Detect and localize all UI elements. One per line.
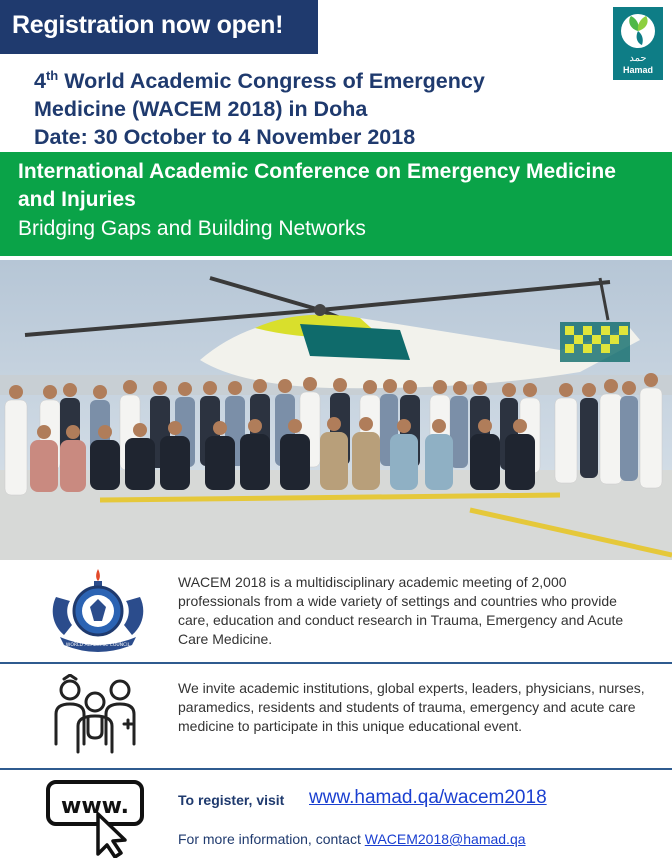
congress-line-2: Medicine (WACEM 2018) in Doha: [34, 97, 368, 122]
about-section: [0, 570, 672, 662]
contact-email-link[interactable]: WACEM2018@hamad.qa: [364, 831, 526, 847]
invite-section: [0, 664, 672, 768]
register-url-link[interactable]: www.hamad.qa/wacem2018: [309, 787, 547, 808]
congress-dates: Date: 30 October to 4 November 2018: [34, 125, 416, 150]
conference-tagline: Bridging Gaps and Building Networks: [18, 217, 366, 240]
group-photo: [0, 260, 672, 560]
register-label-a: To register: [178, 792, 249, 808]
congress-line-1-text: World Academic Congress of Emergency: [58, 69, 485, 94]
logo-arabic-text: حمد: [629, 53, 647, 64]
leaf-icon: [613, 7, 663, 53]
registration-banner: [0, 0, 318, 54]
hamad-logo: [613, 7, 663, 80]
svg-text:WORLD ACADEMIC COUNCIL: WORLD ACADEMIC COUNCIL: [65, 643, 131, 648]
congress-line-1: [34, 62, 594, 95]
congress-ordinal-suffix: th: [45, 68, 59, 83]
about-text: WACEM 2018 is a multidisciplinary academic meeting of 2,000 professionals from a wide variety of settings and countries who provide care, education and conduct research in Trauma, Emergency and Acute Care Medicine.: [178, 574, 624, 647]
www-icon-text: www.: [61, 794, 129, 819]
register-label-b: , visit: [248, 792, 285, 808]
contact-prefix: For more information, contact: [178, 831, 361, 847]
congress-title: [34, 62, 594, 151]
logo-english-text: Hamad: [622, 65, 653, 75]
section-divider: [0, 768, 672, 770]
www-click-icon: [46, 780, 146, 858]
conference-title: International Academic Conference on Emergency Medicine and Injuries: [18, 160, 616, 211]
invite-text: We invite academic institutions, global experts, leaders, physicians, nurses, paramedics, residents and students of trauma, emergency and acute care medicine to participate in this unique educational event.: [178, 680, 645, 734]
banner-text: Registration now open!: [12, 11, 284, 39]
congress-ordinal: 4: [34, 69, 46, 94]
register-label: [178, 792, 284, 808]
contact-info: [178, 831, 526, 847]
